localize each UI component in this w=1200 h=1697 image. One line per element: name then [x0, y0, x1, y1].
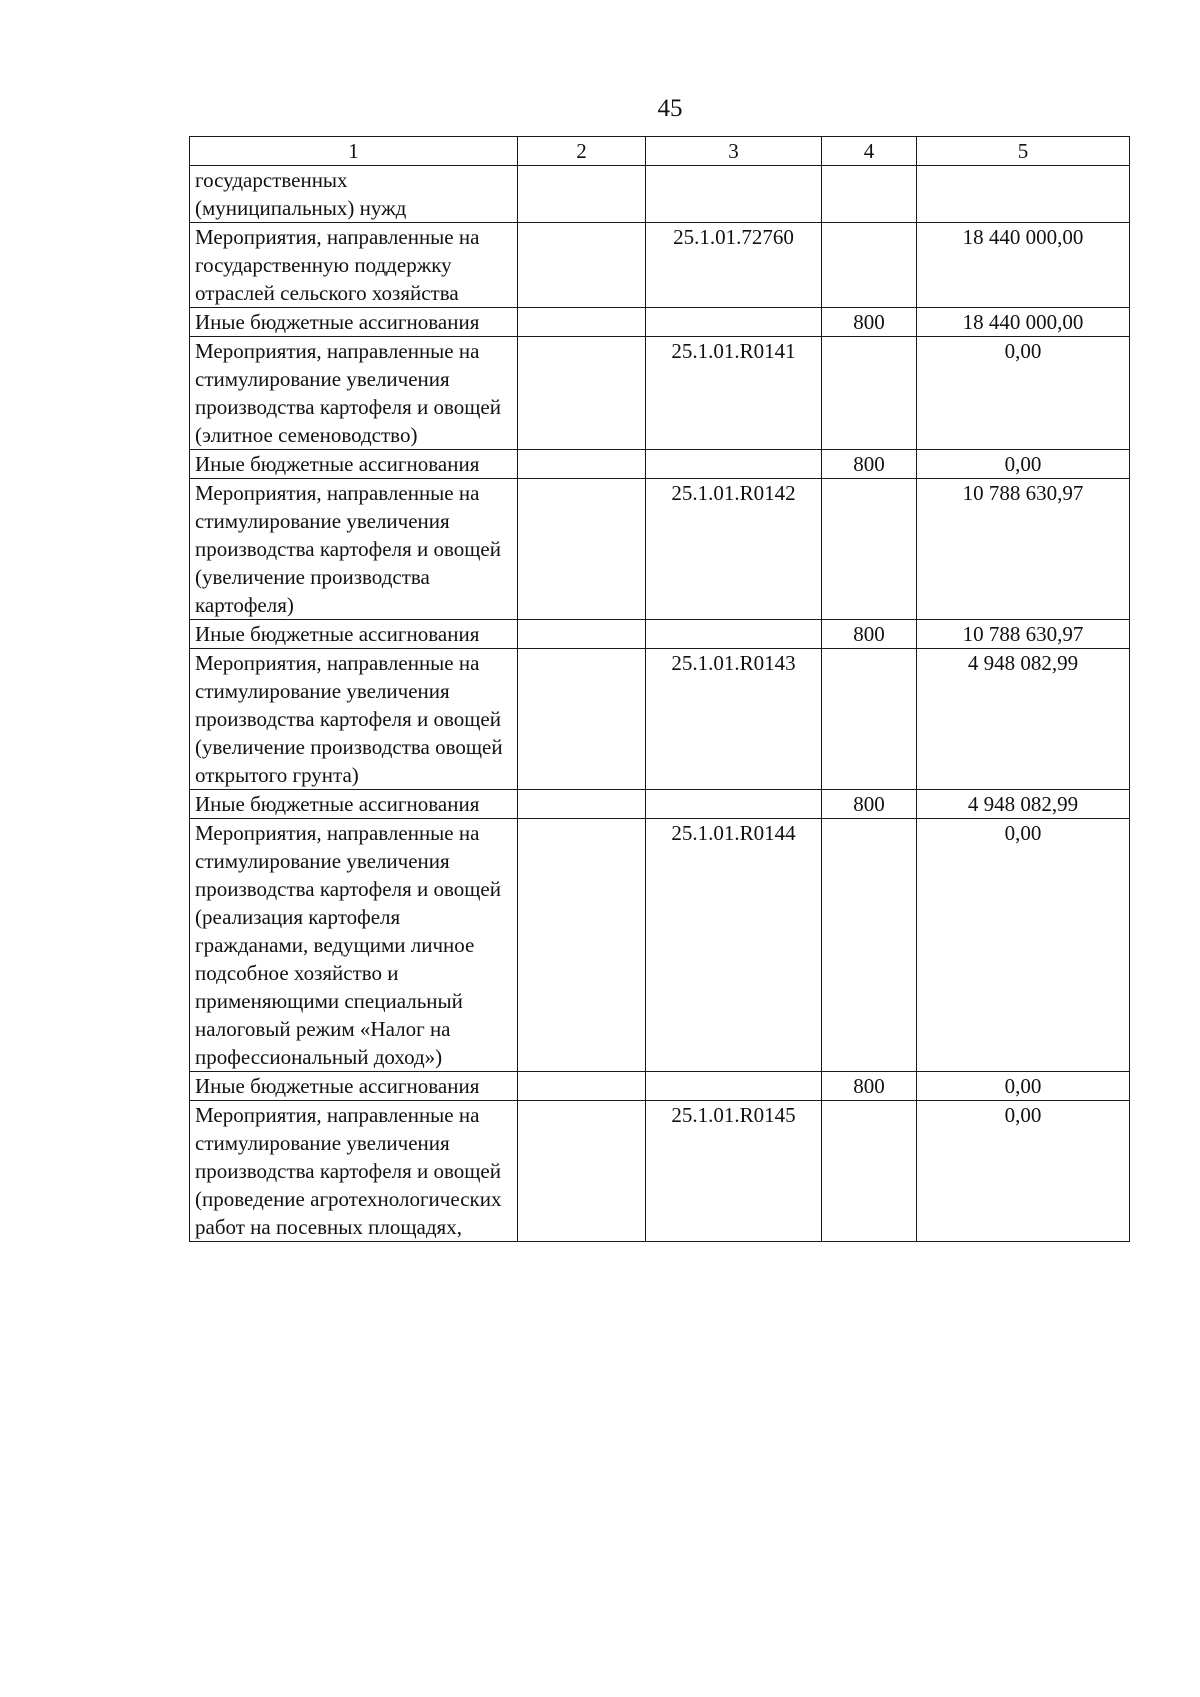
table-row: [190, 649, 1130, 790]
row-name: Мероприятия, направленные на государственную поддержку отраслей сельского хозяйства: [190, 223, 518, 308]
row-amount: 10 788 630,97: [917, 479, 1130, 620]
table-row: [190, 790, 1130, 819]
row-name: Мероприятия, направленные на стимулирование увеличения производства картофеля и овощей (увеличение производства картофеля): [190, 479, 518, 620]
row-type: 800: [822, 790, 917, 819]
row-code: [646, 450, 822, 479]
row-amount: 0,00: [917, 1101, 1130, 1242]
row-col2: [518, 223, 646, 308]
row-type: [822, 649, 917, 790]
row-col2: [518, 1072, 646, 1101]
row-col2: [518, 450, 646, 479]
row-code: 25.1.01.R0141: [646, 337, 822, 450]
row-name: Мероприятия, направленные на стимулирование увеличения производства картофеля и овощей (элитное семеноводство): [190, 337, 518, 450]
row-name: Иные бюджетные ассигнования: [190, 308, 518, 337]
row-type: 800: [822, 308, 917, 337]
row-code: [646, 166, 822, 223]
row-amount: [917, 166, 1130, 223]
column-header-2: 2: [518, 137, 646, 166]
row-amount: 10 788 630,97: [917, 620, 1130, 649]
row-type: 800: [822, 1072, 917, 1101]
row-col2: [518, 166, 646, 223]
row-code: 25.1.01.R0142: [646, 479, 822, 620]
row-type: [822, 479, 917, 620]
row-type: [822, 223, 917, 308]
row-amount: 18 440 000,00: [917, 223, 1130, 308]
row-amount: 18 440 000,00: [917, 308, 1130, 337]
column-header-4: 4: [822, 137, 917, 166]
row-col2: [518, 1101, 646, 1242]
row-amount: 0,00: [917, 1072, 1130, 1101]
row-col2: [518, 649, 646, 790]
table-header-row: [190, 137, 1130, 166]
table-row: [190, 620, 1130, 649]
row-type: 800: [822, 450, 917, 479]
row-col2: [518, 337, 646, 450]
row-col2: [518, 620, 646, 649]
page-number: 45: [657, 95, 683, 122]
row-code: [646, 620, 822, 649]
table-row: [190, 337, 1130, 450]
row-name: Мероприятия, направленные на стимулирование увеличения производства картофеля и овощей (проведение агротехнологических работ на посевных площадях,: [190, 1101, 518, 1242]
row-name: Мероприятия, направленные на стимулирование увеличения производства картофеля и овощей (увеличение производства овощей открытого грунта): [190, 649, 518, 790]
row-amount: 0,00: [917, 450, 1130, 479]
row-code: [646, 790, 822, 819]
row-col2: [518, 308, 646, 337]
row-amount: 4 948 082,99: [917, 790, 1130, 819]
table-row: [190, 450, 1130, 479]
row-code: 25.1.01.R0143: [646, 649, 822, 790]
row-code: 25.1.01.R0144: [646, 819, 822, 1072]
row-name: государственных (муниципальных) нужд: [190, 166, 518, 223]
row-type: [822, 337, 917, 450]
table-row: [190, 1101, 1130, 1242]
row-code: 25.1.01.R0145: [646, 1101, 822, 1242]
row-code: 25.1.01.72760: [646, 223, 822, 308]
row-col2: [518, 479, 646, 620]
budget-table: [189, 136, 1130, 1242]
row-col2: [518, 819, 646, 1072]
row-name: Иные бюджетные ассигнования: [190, 790, 518, 819]
table-row: [190, 166, 1130, 223]
table-row: [190, 308, 1130, 337]
row-name: Иные бюджетные ассигнования: [190, 450, 518, 479]
row-type: [822, 1101, 917, 1242]
table-row: [190, 223, 1130, 308]
row-code: [646, 1072, 822, 1101]
row-type: [822, 166, 917, 223]
row-name: Иные бюджетные ассигнования: [190, 1072, 518, 1101]
row-col2: [518, 790, 646, 819]
column-header-1: 1: [190, 137, 518, 166]
row-code: [646, 308, 822, 337]
row-name: Иные бюджетные ассигнования: [190, 620, 518, 649]
row-amount: 4 948 082,99: [917, 649, 1130, 790]
row-type: [822, 819, 917, 1072]
row-name: Мероприятия, направленные на стимулирование увеличения производства картофеля и овощей (реализация картофеля гражданами, ведущими личное подсобное хозяйство и применяющими специальный налоговый режим «Налог на профессиональный доход»): [190, 819, 518, 1072]
column-header-5: 5: [917, 137, 1130, 166]
row-type: 800: [822, 620, 917, 649]
table-row: [190, 1072, 1130, 1101]
row-amount: 0,00: [917, 819, 1130, 1072]
table-row: [190, 479, 1130, 620]
table-row: [190, 819, 1130, 1072]
column-header-3: 3: [646, 137, 822, 166]
row-amount: 0,00: [917, 337, 1130, 450]
